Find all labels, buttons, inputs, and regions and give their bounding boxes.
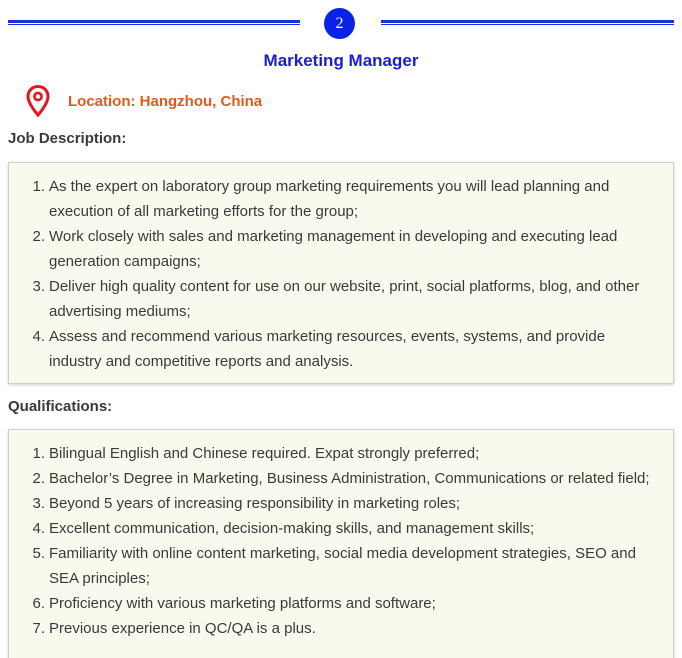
qualifications-heading: Qualifications: xyxy=(8,398,113,415)
list-item: Work closely with sales and marketing management in developing and executing lead generation campaigns; xyxy=(49,228,618,270)
position-number-header xyxy=(0,8,682,40)
job-description-box xyxy=(8,162,674,384)
list-item: Previous experience in QC/QA is a plus. xyxy=(49,620,316,637)
qualifications-list xyxy=(9,441,673,641)
location-label: Location: Hangzhou, China xyxy=(68,93,263,110)
position-number-badge: 2 xyxy=(324,8,355,39)
qualifications-box xyxy=(8,429,674,658)
list-item: As the expert on laboratory group marketing requirements you will lead planning and execution of all marketing efforts for the group; xyxy=(49,178,610,220)
list-item: Deliver high quality content for use on our website, print, social platforms, blog, and other advertising mediums; xyxy=(49,278,640,320)
list-item: Bilingual English and Chinese required. Expat strongly preferred; xyxy=(49,445,480,462)
job-description-list xyxy=(9,174,673,374)
list-item: Excellent communication, decision-making skills, and management skills; xyxy=(49,520,535,537)
job-description-heading: Job Description: xyxy=(8,130,127,147)
job-title: Marketing Manager xyxy=(263,51,419,70)
list-item: Assess and recommend various marketing resources, events, systems, and provide industry and competitive reports and analysis. xyxy=(49,328,606,370)
map-pin-icon xyxy=(26,85,50,117)
header-divider-left xyxy=(8,20,300,26)
header-divider-right xyxy=(381,20,674,26)
list-item: Beyond 5 years of increasing responsibility in marketing roles; xyxy=(49,495,461,512)
list-item: Proficiency with various marketing platforms and software; xyxy=(49,595,436,612)
list-item: Familiarity with online content marketing, social media development strategies, SEO and SEA principles; xyxy=(49,545,636,587)
list-item: Bachelor’s Degree in Marketing, Business Administration, Communications or related field; xyxy=(49,470,650,487)
